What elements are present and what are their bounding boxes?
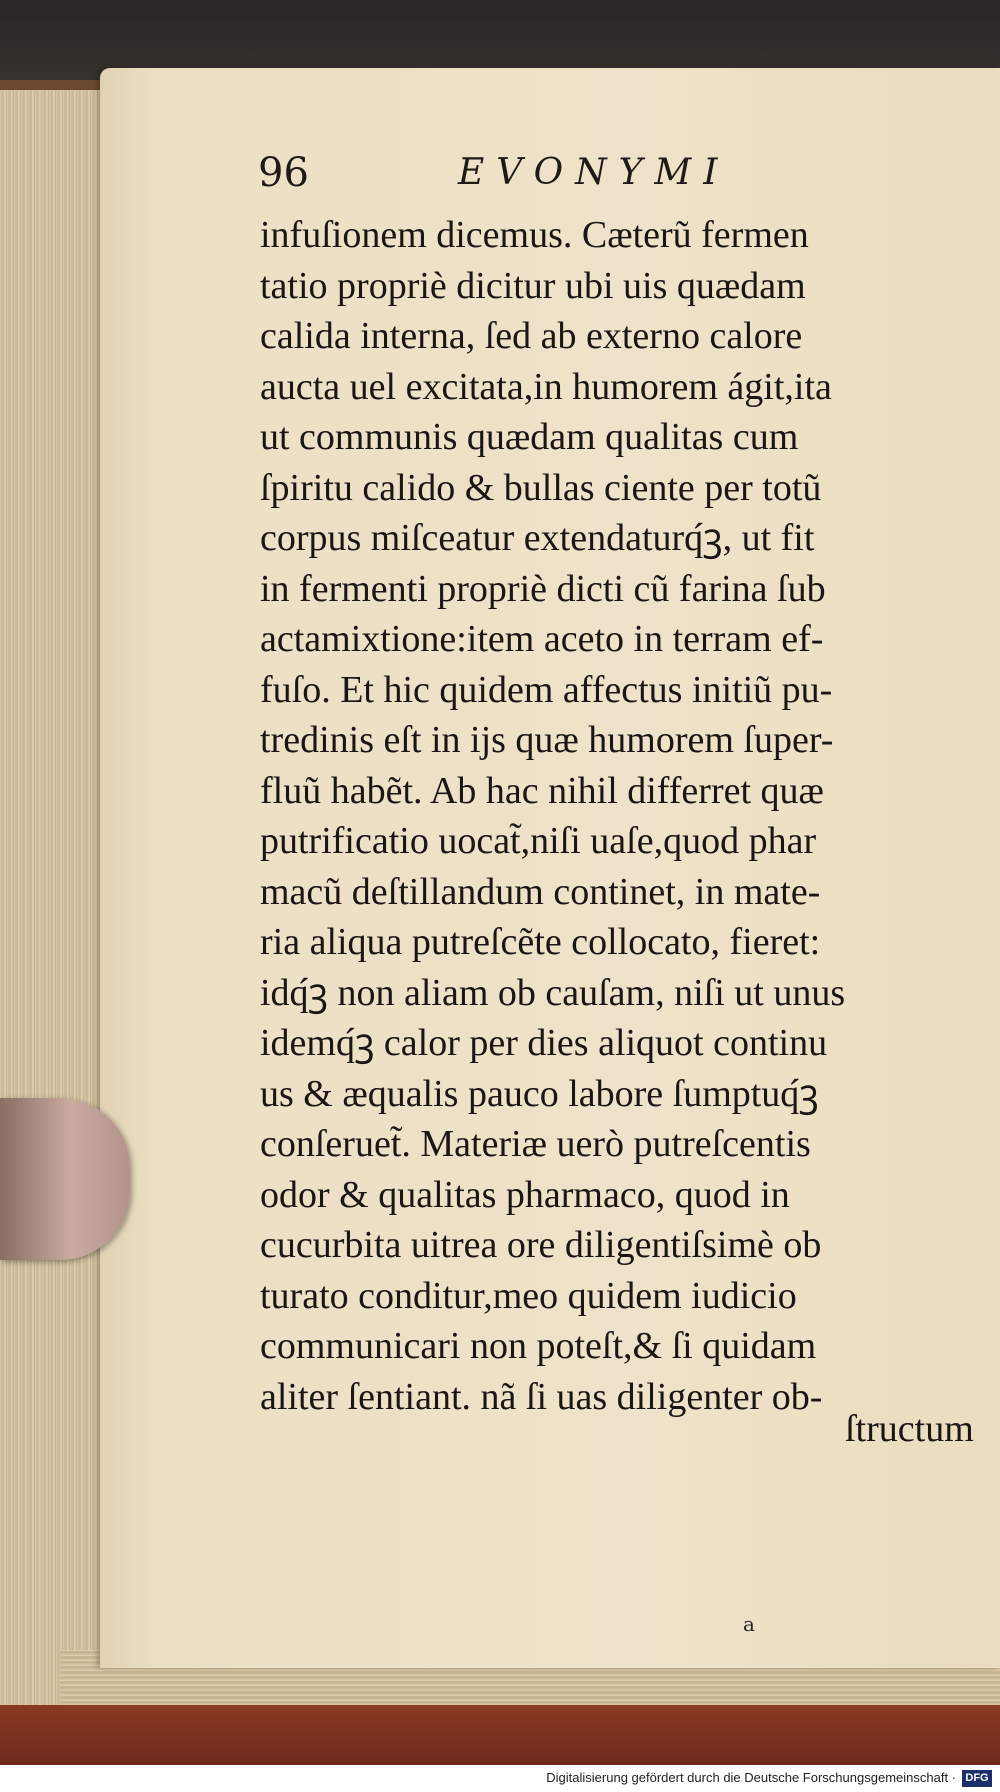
thumb-holding-page [0,1098,130,1260]
text-line: actamixtione:item aceto in terram ef- [260,618,824,660]
text-line: cucurbita uitrea ore diligentiſsimè ob [260,1224,822,1266]
text-line: communicari non poteſt,& ſi quidam [260,1325,817,1367]
text-line: in fermenti propriè dicti cũ farina ſub [260,567,826,610]
text-line: ria aliqua putreſcẽte collocato, fieret: [260,921,821,963]
text-line: idq́ꝫ non aliam ob cauſam, niſi ut unus [260,971,846,1014]
text-line: conſeruet̃. Materiæ uerò putreſcentis [260,1123,811,1165]
text-line: macũ deſtillandum continet, in mate- [260,870,821,913]
footer-bar [0,1765,1000,1792]
text-line: putrificatio uocat̃,niſi uaſe,quod phar [260,820,817,862]
dfg-logo-icon: DFG [962,1770,992,1787]
text-line: infuſionem dicemus. Cæterũ fermen [260,214,809,256]
text-line: turato conditur,meo quidem iudicio [260,1274,797,1317]
text-line: ſpiritu calido & bullas ciente per totũ [260,466,822,509]
text-line: odor & qualitas pharmaco, quod in [260,1173,790,1216]
page-number: 96 [258,150,309,196]
text-line: fluũ habẽt. Ab hac nihil differret quæ [260,769,824,812]
footer-credit: Digitalisierung gefördert durch die Deutsche Forschungsgemeinschaft · [546,1770,956,1785]
text-line: fuſo. Et hic quidem affectus initiũ pu- [260,668,833,711]
text-line: calida interna, ſed ab externo calore [260,315,803,357]
text-line: idemq́ꝫ calor per dies aliquot continu [260,1022,828,1064]
text-line: aucta uel excitata,in humorem ágit,ita [260,365,832,408]
running-head-title: EVONYMI [458,152,730,193]
text-line: tatio propriè dicitur ubi uis quædam [260,264,806,307]
signature-mark: a [743,1612,755,1636]
catchword: ſtructum [845,1408,974,1450]
book-cover-bottom [0,1705,1000,1765]
text-line: us & æqualis pauco labore ſumptuq́ꝫ [260,1072,819,1115]
running-head [258,148,958,198]
body-text [260,210,960,1422]
text-line: tredinis eſt in ijs quæ humorem ſuper- [260,719,834,761]
text-line: aliter ſentiant. nã ſi uas diligenter ob- [260,1375,823,1418]
text-line: ut communis quædam qualitas cum [260,416,799,458]
page-edges-left [0,90,107,1710]
text-line: corpus miſceatur extendaturq́ꝫ, ut fit [260,517,815,559]
